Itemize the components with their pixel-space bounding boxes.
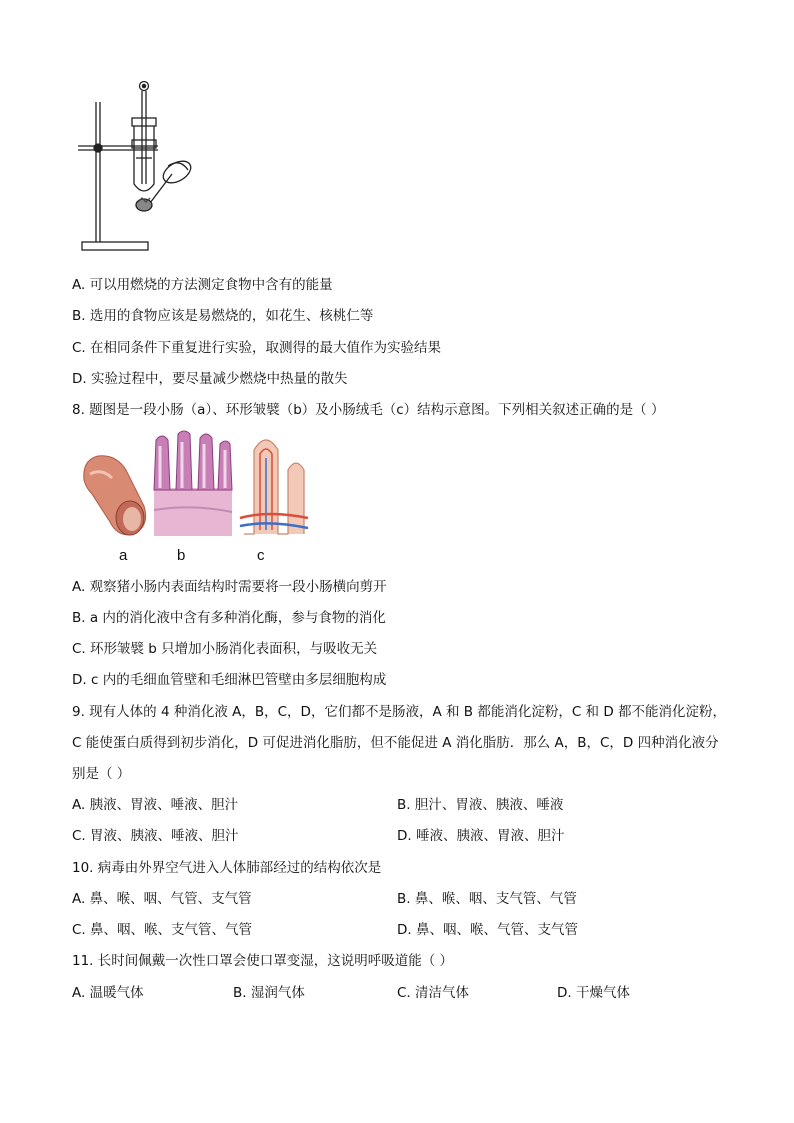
q11-stem: 11. 长时间佩戴一次性口罩会使口罩变湿，这说明呼吸道能（ ）	[72, 953, 454, 969]
circular-folds-image	[154, 431, 232, 536]
q8-option-a: A. 观察猪小肠内表面结构时需要将一段小肠横向剪开	[72, 579, 387, 595]
apparatus-figure	[76, 78, 196, 254]
figure-label-b: b	[177, 547, 186, 564]
q9-option-a: A. 胰液、胃液、唾液、胆汁	[72, 797, 239, 813]
q9-option-c: C. 胃液、胰液、唾液、胆汁	[72, 828, 239, 844]
q9-option-b: B. 胆汁、胃液、胰液、唾液	[397, 797, 564, 813]
q11-option-d: D. 干燥气体	[557, 985, 630, 1001]
q9-stem-line1: 9. 现有人体的 4 种消化液 A，B，C，D，它们都不是肠液，A 和 B 都能消化淀粉，C 和 D 都不能消化淀粉，	[72, 704, 727, 720]
q11-option-b: B. 湿润气体	[233, 985, 305, 1001]
q7-option-d: D. 实验过程中，要尽量减少燃烧中热量的散失	[72, 371, 348, 387]
small-intestine-image	[84, 456, 146, 535]
q11-option-c: C. 清洁气体	[397, 985, 470, 1001]
figure-label-a: a	[119, 547, 128, 564]
q10-option-c: C. 鼻、咽、喉、支气管、气管	[72, 922, 253, 938]
figure-label-c: c	[257, 547, 265, 564]
q7-option-b: B. 选用的食物应该是易燃烧的，如花生、核桃仁等	[72, 308, 374, 324]
q9-stem-line2: C 能使蛋白质得到初步消化，D 可促进消化脂肪，但不能促进 A 消化脂肪．那么 A，B，C，D 四种消化液分	[72, 735, 719, 751]
q9-option-d: D. 唾液、胰液、胃液、胆汁	[397, 828, 565, 844]
q11-option-a: A. 温暖气体	[72, 985, 144, 1001]
q7-option-a: A. 可以用燃烧的方法测定食物中含有的能量	[72, 277, 333, 293]
q10-option-d: D. 鼻、咽、喉、气管、支气管	[397, 922, 578, 938]
q8-stem: 8. 题图是一段小肠（a）、环形皱襞（b）及小肠绒毛（c）结构示意图。下列相关叙述正确的是（ ）	[72, 402, 665, 418]
q8-option-b: B. a 内的消化液中含有多种消化酶，参与食物的消化	[72, 610, 386, 626]
q7-option-c: C. 在相同条件下重复进行实验，取测得的最大值作为实验结果	[72, 340, 442, 356]
q10-stem: 10. 病毒由外界空气进入人体肺部经过的结构依次是	[72, 860, 382, 876]
q9-stem-line3: 别是（ ）	[72, 766, 131, 782]
q10-option-b: B. 鼻、喉、咽、支气管、气管	[397, 891, 577, 907]
villus-image	[240, 440, 308, 534]
intestine-figure	[78, 430, 310, 542]
q10-option-a: A. 鼻、喉、咽、气管、支气管	[72, 891, 252, 907]
q8-option-d: D. c 内的毛细血管壁和毛细淋巴管壁由多层细胞构成	[72, 672, 387, 688]
q8-option-c: C. 环形皱襞 b 只增加小肠消化表面积，与吸收无关	[72, 641, 378, 657]
